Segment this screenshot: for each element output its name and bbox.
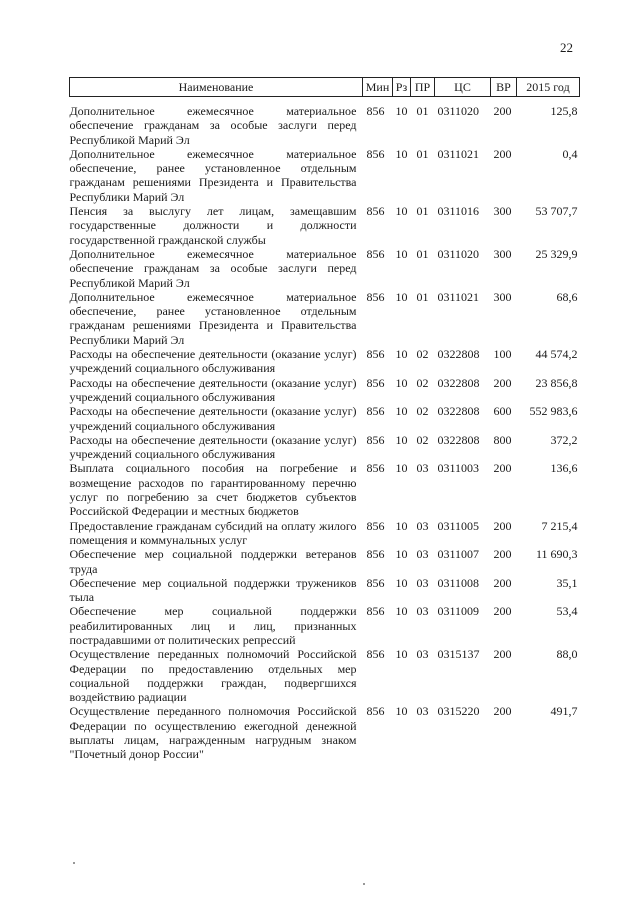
table-row	[70, 347, 580, 376]
row-pr: 03	[416, 461, 429, 476]
table-row	[70, 604, 580, 647]
row-pr: 02	[416, 404, 429, 419]
row-name: Дополнительное ежемесячное материальное обеспечение гражданам за особые заслуги перед Республикой Марий Эл	[69, 246, 357, 290]
row-min: 856	[366, 404, 385, 419]
scan-speck	[73, 862, 75, 864]
row-min: 856	[366, 518, 385, 533]
row-vr: 200	[493, 704, 512, 719]
row-rz: 10	[395, 246, 408, 261]
row-cs: 0322808	[437, 432, 480, 447]
row-vr: 200	[493, 575, 512, 590]
row-rz: 10	[395, 575, 408, 590]
row-pr: 01	[416, 289, 429, 304]
row-name: Расходы на обеспечение деятельности (оказание услуг) учреждений социального обслуживания	[69, 432, 357, 462]
row-min: 856	[366, 104, 385, 118]
row-min: 856	[366, 146, 385, 161]
table-row	[70, 433, 580, 462]
row-min: 856	[366, 547, 385, 562]
row-name: Выплата социального пособия на погребение и возмещение расходов по гарантированному перечню услуг по погребению за счет бюджетов субъектов Российской Федерации и местных бюджетов	[69, 461, 357, 519]
row-sum: 11 690,3	[535, 547, 578, 562]
table-row	[70, 576, 580, 605]
row-sum: 25 329,9	[535, 246, 578, 261]
row-cs: 0311007	[437, 547, 480, 562]
row-min: 856	[366, 704, 385, 719]
row-pr: 02	[416, 347, 429, 362]
row-rz: 10	[395, 518, 408, 533]
row-vr: 200	[493, 518, 512, 533]
row-pr: 01	[416, 104, 429, 118]
row-vr: 200	[493, 146, 512, 161]
row-min: 856	[366, 461, 385, 476]
row-name: Расходы на обеспечение деятельности (оказание услуг) учреждений социального обслуживания	[69, 347, 357, 376]
row-sum: 53 707,7	[535, 204, 578, 219]
row-cs: 0315220	[437, 704, 480, 719]
row-cs: 0311021	[437, 289, 480, 304]
row-pr: 01	[416, 204, 429, 219]
page-number: 22	[560, 40, 573, 55]
row-vr: 600	[493, 404, 512, 419]
row-pr: 03	[416, 575, 429, 590]
row-rz: 10	[395, 461, 408, 476]
table-row	[70, 404, 580, 433]
row-name: Расходы на обеспечение деятельности (оказание услуг) учреждений социального обслуживания	[69, 375, 357, 404]
row-name: Дополнительное ежемесячное материальное обеспечение, ранее установленное отдельным гражданам решениями Президента и Правительства Республики Марий Эл	[69, 146, 357, 204]
row-min: 856	[366, 204, 385, 219]
header-min: Мин	[363, 78, 393, 97]
row-rz: 10	[395, 289, 408, 304]
row-pr: 03	[416, 518, 429, 533]
row-sum: 23 856,8	[535, 375, 578, 390]
table-row	[70, 290, 580, 347]
row-rz: 10	[395, 375, 408, 390]
table-row	[70, 204, 580, 247]
row-vr: 200	[493, 375, 512, 390]
budget-table	[69, 77, 580, 762]
row-pr: 03	[416, 604, 429, 619]
row-cs: 0311020	[437, 246, 480, 261]
header-name: Наименование	[70, 78, 363, 97]
row-name: Обеспечение мер социальной поддержки реабилитированных лиц и лиц, признанных пострадавшими от политических репрессий	[69, 604, 357, 647]
table-row	[70, 547, 580, 576]
row-pr: 03	[416, 647, 429, 662]
row-vr: 200	[493, 547, 512, 562]
row-rz: 10	[395, 404, 408, 419]
row-sum: 552 983,6	[529, 404, 578, 419]
row-sum: 136,6	[550, 461, 578, 476]
row-vr: 200	[493, 604, 512, 619]
row-cs: 0311016	[437, 204, 480, 219]
row-sum: 7 215,4	[541, 518, 578, 533]
row-sum: 491,7	[550, 704, 578, 719]
row-name: Дополнительное ежемесячное материальное обеспечение гражданам за особые заслуги перед Республикой Марий Эл	[69, 104, 357, 147]
row-pr: 03	[416, 704, 429, 719]
row-sum: 68,6	[556, 289, 578, 304]
row-rz: 10	[395, 104, 408, 118]
row-cs: 0311020	[437, 104, 480, 118]
row-vr: 300	[493, 289, 512, 304]
row-vr: 200	[493, 647, 512, 662]
header-cs: ЦС	[435, 78, 491, 97]
row-min: 856	[366, 647, 385, 662]
row-pr: 02	[416, 432, 429, 447]
row-min: 856	[366, 604, 385, 619]
row-name: Расходы на обеспечение деятельности (оказание услуг) учреждений социального обслуживания	[69, 404, 357, 433]
row-pr: 01	[416, 246, 429, 261]
row-pr: 02	[416, 375, 429, 390]
row-rz: 10	[395, 547, 408, 562]
row-min: 856	[366, 289, 385, 304]
header-rz: Рз	[393, 78, 411, 97]
table-row	[70, 704, 580, 761]
row-cs: 0311009	[437, 604, 480, 619]
row-sum: 44 574,2	[535, 347, 578, 362]
row-min: 856	[366, 575, 385, 590]
table-row	[70, 147, 580, 204]
row-sum: 125,8	[550, 104, 578, 118]
row-pr: 03	[416, 547, 429, 562]
row-name: Осуществление переданных полномочий Российской Федерации по предоставлению отдельных мер социальной поддержки граждан, подвергшихся воздействию радиации	[69, 647, 357, 705]
row-name: Обеспечение мер социальной поддержки тружеников тыла	[69, 575, 357, 605]
header-vr: ВР	[491, 78, 517, 97]
row-rz: 10	[395, 647, 408, 662]
row-min: 856	[366, 432, 385, 447]
table-row	[70, 519, 580, 548]
row-cs: 0322808	[437, 375, 480, 390]
row-vr: 100	[493, 347, 512, 362]
header-pr: ПР	[411, 78, 435, 97]
table-row	[70, 97, 580, 147]
row-cs: 0315137	[437, 647, 480, 662]
row-sum: 35,1	[556, 575, 578, 590]
row-rz: 10	[395, 347, 408, 362]
row-rz: 10	[395, 204, 408, 219]
row-min: 856	[366, 347, 385, 362]
row-cs: 0311008	[437, 575, 480, 590]
row-name: Пенсия за выслугу лет лицам, замещавшим государственные должности и должности государственной гражданской службы	[69, 204, 357, 247]
row-rz: 10	[395, 432, 408, 447]
table-row	[70, 376, 580, 405]
row-vr: 200	[493, 104, 512, 118]
row-vr: 800	[493, 432, 512, 447]
row-vr: 300	[493, 204, 512, 219]
row-sum: 53,4	[556, 604, 578, 619]
row-cs: 0311003	[437, 461, 480, 476]
row-rz: 10	[395, 604, 408, 619]
row-min: 856	[366, 375, 385, 390]
table-row	[70, 461, 580, 518]
row-sum: 0,4	[562, 146, 578, 161]
row-rz: 10	[395, 146, 408, 161]
row-cs: 0322808	[437, 404, 480, 419]
row-name: Осуществление переданного полномочия Российской Федерации по осуществлению ежегодной денежной выплаты лицам, награжденным нагрудным знаком "Почетный донор России"	[69, 704, 357, 762]
row-name: Дополнительное ежемесячное материальное обеспечение, ранее установленное отдельным гражданам решениями Президента и Правительства Республики Марий Эл	[69, 289, 357, 347]
scan-speck	[363, 883, 365, 885]
row-sum: 372,2	[550, 432, 578, 447]
row-cs: 0311021	[437, 146, 480, 161]
row-vr: 300	[493, 246, 512, 261]
table-row	[70, 647, 580, 704]
row-name: Предоставление гражданам субсидий на оплату жилого помещения и коммунальных услуг	[69, 518, 357, 547]
row-rz: 10	[395, 704, 408, 719]
table-header	[70, 78, 580, 97]
header-year: 2015 год	[517, 78, 580, 97]
table-row	[70, 247, 580, 290]
row-cs: 0322808	[437, 347, 480, 362]
row-pr: 01	[416, 146, 429, 161]
row-sum: 88,0	[556, 647, 578, 662]
table-body	[70, 97, 580, 762]
row-cs: 0311005	[437, 518, 480, 533]
row-name: Обеспечение мер социальной поддержки ветеранов труда	[69, 547, 357, 576]
row-min: 856	[366, 246, 385, 261]
row-vr: 200	[493, 461, 512, 476]
